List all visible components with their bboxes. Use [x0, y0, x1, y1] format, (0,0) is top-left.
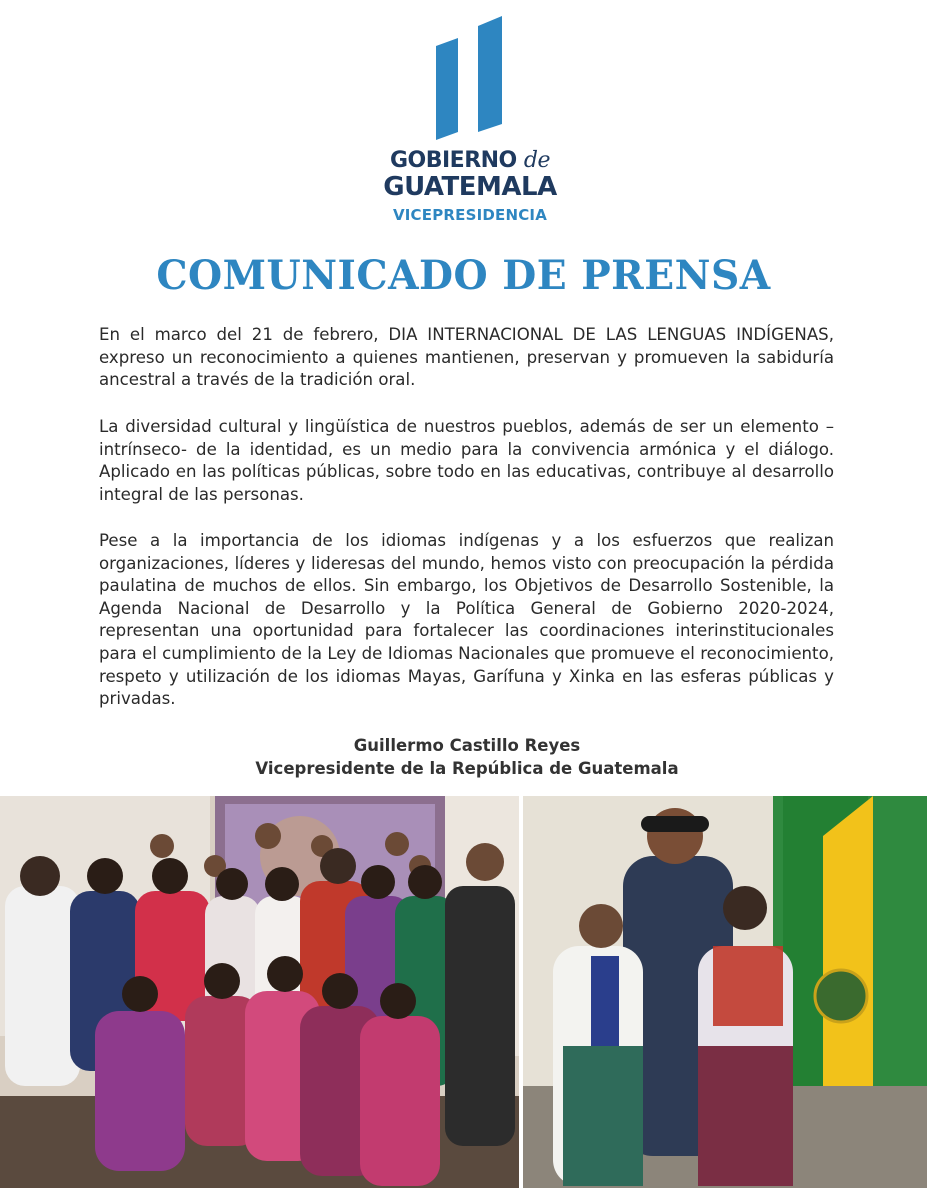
logo-gobierno: [360, 148, 580, 173]
vicepresident-photo-illustration: [523, 796, 927, 1188]
logo-vicepresidencia: VICEPRESIDENCIA: [392, 206, 548, 224]
logo-gobierno-text: GOBIERNO: [389, 148, 517, 173]
signature-name: Guillermo Castillo Reyes: [353, 736, 581, 755]
logo-bars-icon: [432, 12, 508, 142]
government-logo: [360, 8, 580, 228]
signature-title: Vicepresidente de la República de Guatemala: [255, 759, 679, 778]
vicepresident-photo: [523, 796, 927, 1188]
paragraph-3: Pese a la importancia de los idiomas indígenas y a los esfuerzos que realizan organizaciones, líderes y lideresas del mundo, hemos visto con preocupación la pérdida paulatina de muchos de ellos. Sin embargo, los Objetivos de Desarrollo Sostenible, la Agenda Nacional de Desarrollo y la Política General de Gobierno 2020-2024, representan una oportunidad para fortalecer las coordinaciones interinstitucionales para el cumplimiento de la Ley de Idiomas Nacionales que promueve el reconocimiento, respeto y utilización de los idiomas Mayas, Garífuna y Xinka en las esferas públicas y privadas.: [99, 531, 834, 709]
paragraph-1: En el marco del 21 de febrero, DIA INTERNACIONAL DE LAS LENGUAS INDÍGENAS, expreso un reconocimiento a quienes mantienen, preservan y promueven la sabiduría ancestral a través de la tradición oral.: [99, 325, 834, 390]
paragraph-2: La diversidad cultural y lingüística de nuestros pueblos, además de ser un elemento –intrínseco- de la identidad, es un medio para la convivencia armónica y el diálogo. Aplicado en las políticas públicas, sobre todo en las educativas, contribuye al desarrollo integral de las personas.: [99, 417, 834, 504]
group-photo: [0, 796, 519, 1188]
page-title: COMUNICADO DE PRENSA: [156, 252, 771, 299]
logo-de-text: de: [523, 148, 551, 173]
logo-guatemala: GUATEMALA: [383, 172, 557, 202]
group-photo-illustration: [0, 796, 519, 1188]
